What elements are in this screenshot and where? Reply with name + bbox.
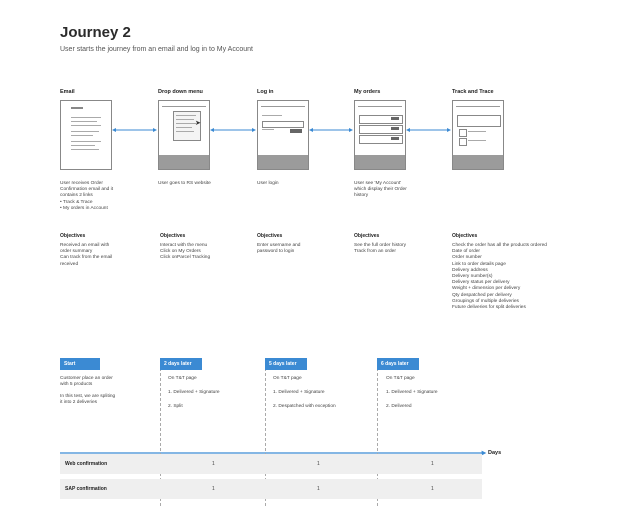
row-value: 1	[212, 486, 215, 492]
page-title: Journey 2	[60, 24, 131, 41]
stage-notes-2-days: On T&T page 1. Delivered + Signature 2. Split	[168, 376, 220, 409]
step-description-dropdown: User goes to RS website	[158, 181, 211, 186]
stage-tag-start: Start	[60, 358, 100, 370]
page-subtitle: User starts the journey from an email and log in to My Account	[60, 46, 253, 53]
stage-tag-6-days: 6 days later	[377, 358, 419, 370]
objectives-dropdown: Objectives Interact with the menu Click on My Orders Click onParcel Tracking	[160, 233, 211, 261]
stage-notes-6-days: On T&T page 1. Delivered + Signature 2. Delivered	[386, 376, 438, 409]
objectives-email: Objectives Received an email with order summary Can track from the email received	[60, 233, 113, 267]
step-title-dropdown: Drop down menu	[158, 89, 203, 95]
stage-notes-start: Customer place an order with 5 products In this test, we are spliting it into 2 deliveries	[60, 376, 116, 405]
row-value: 1	[212, 461, 215, 467]
step-description-email: User receives Order Confirmation email and it contains 2 links • Track & Trace • My orders in Account	[60, 181, 114, 211]
step-title-email: Email	[60, 89, 75, 95]
table-row	[60, 454, 482, 474]
stage-tag-5-days: 5 days later	[265, 358, 307, 370]
stage-notes-5-days: On T&T page 1. Delivered + Signature 2. Despatched with exception	[273, 376, 336, 409]
step-description-login: User login	[257, 181, 279, 186]
table-row	[60, 479, 482, 499]
row-value: 1	[431, 461, 434, 467]
row-label: Web confirmation	[65, 461, 108, 467]
stage-tag-2-days: 2 days later	[160, 358, 202, 370]
objectives-my-orders: Objectives See the full order history Track from an order	[354, 233, 406, 255]
step-title-my-orders: My orders	[354, 89, 381, 95]
step-description-my-orders: User see 'My Account' which display their Order history	[354, 181, 407, 199]
cursor-icon: ➤	[195, 120, 201, 127]
timeline-axis-label: Days	[488, 450, 502, 456]
row-value: 1	[431, 486, 434, 492]
row-value: 1	[317, 461, 320, 467]
objectives-login: Objectives Enter username and password to login	[257, 233, 301, 255]
row-value: 1	[317, 486, 320, 492]
objectives-track-trace: Objectives Check the order has all the products ordered Date of order Order number Link to order details page Delivery address Delivery number(s) Delivery status per delivery Weight + dimension per delivery Qty despatched per delivery Groupings of multiple deliveries Future deliveries for split deliveries	[452, 233, 547, 311]
step-title-track-trace: Track and Trace	[452, 89, 494, 95]
row-label: SAP confirmation	[65, 486, 107, 492]
step-title-login: Log in	[257, 89, 274, 95]
